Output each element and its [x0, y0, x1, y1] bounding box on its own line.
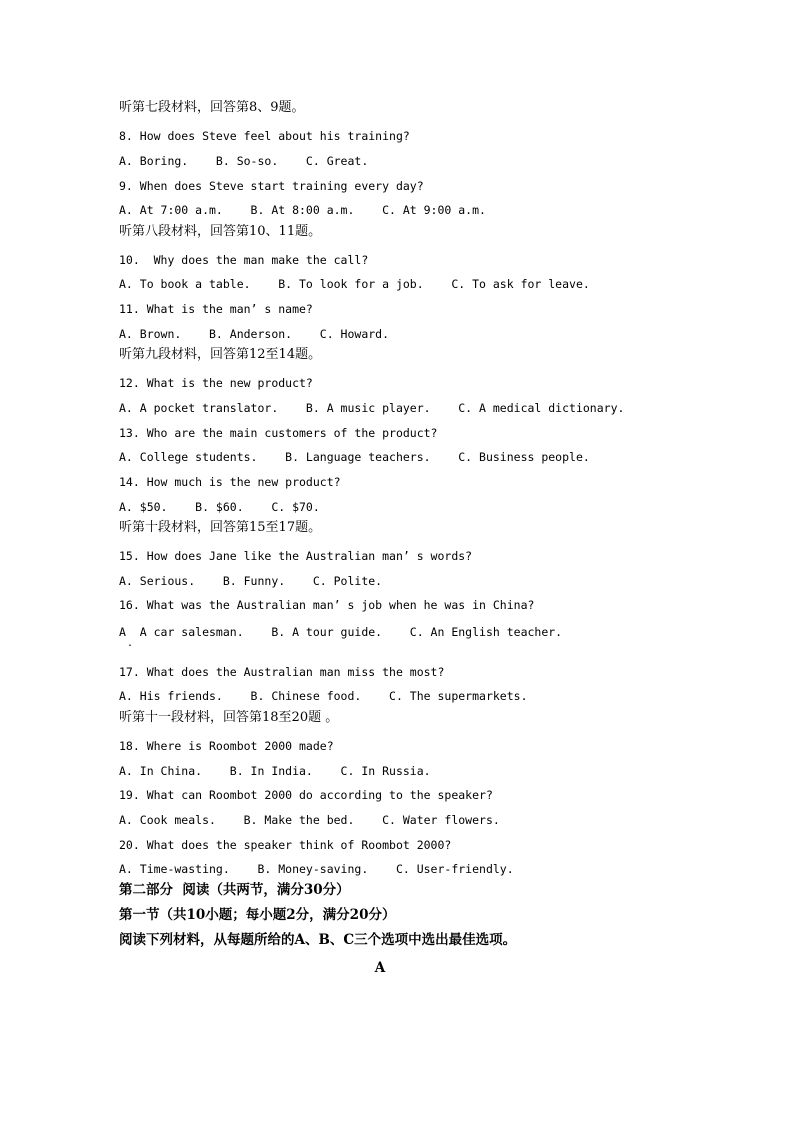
options-11: A. Brown. B. Anderson. C. Howard. [119, 327, 390, 341]
options-13: A. College students. B. Language teachers. C. Business people. [119, 450, 590, 464]
options-10: A. To book a table. B. To look for a job. C. To ask for leave. [119, 277, 590, 291]
options-9: A. At 7:00 a.m. B. At 8:00 a.m. C. At 9:00 a.m. [119, 203, 486, 217]
question-20: 20. What does the speaker think of Roombot 2000? [119, 838, 452, 852]
options-17: A. His friends. B. Chinese food. C. The supermarkets. [119, 689, 528, 703]
options-20: A. Time-wasting. B. Money-saving. C. User-friendly. [119, 862, 514, 876]
options-14: A. $50. B. $60. C. $70. [119, 500, 320, 514]
question-8: 8. How does Steve feel about his training? [119, 129, 410, 143]
section-heading-8: 听第八段材料，回答第10、11题。 [119, 224, 322, 239]
options-16: A A car salesman. B. A tour guide. C. An English teacher. [119, 625, 563, 639]
options-19: A. Cook meals. B. Make the bed. C. Water flowers. [119, 813, 500, 827]
section-one-heading: 第一节（共10小题；每小题2分，满分20分） [119, 907, 396, 923]
question-18: 18. Where is Roombot 2000 made? [119, 739, 334, 753]
question-16: 16. What was the Australian man’ s job when he was in China? [119, 598, 535, 612]
options-15: A. Serious. B. Funny. C. Polite. [119, 574, 383, 588]
question-17: 17. What does the Australian man miss the most? [119, 665, 445, 679]
section-heading-7: 听第七段材料，回答第8、9题。 [119, 100, 305, 115]
options-8: A. Boring. B. So-so. C. Great. [119, 154, 369, 168]
question-9: 9. When does Steve start training every day? [119, 179, 424, 193]
options-12: A. A pocket translator. B. A music player. C. A medical dictionary. [119, 401, 625, 415]
question-10: 10. Why does the man make the call? [119, 253, 369, 267]
options-18: A. In China. B. In India. C. In Russia. [119, 764, 431, 778]
question-14: 14. How much is the new product? [119, 475, 341, 489]
passage-label-a: A [374, 960, 386, 976]
question-12: 12. What is the new product? [119, 376, 313, 390]
section-heading-10: 听第十段材料，回答第15至17题。 [119, 520, 322, 535]
question-15: 15. How does Jane like the Australian man’ s words? [119, 549, 473, 563]
stray-dot: . [127, 638, 134, 649]
reading-instructions: 阅读下列材料，从每题所给的A、B、C三个选项中选出最佳选项。 [119, 932, 517, 948]
section-heading-9: 听第九段材料，回答第12至14题。 [119, 347, 322, 362]
question-11: 11. What is the man’ s name? [119, 302, 313, 316]
part-two-heading: 第二部分 阅读（共两节，满分30分） [119, 882, 350, 898]
question-13: 13. Who are the main customers of the product? [119, 426, 438, 440]
question-19: 19. What can Roombot 2000 do according to the speaker? [119, 788, 493, 802]
section-heading-11: 听第十一段材料，回答第18至20题 。 [119, 710, 339, 725]
